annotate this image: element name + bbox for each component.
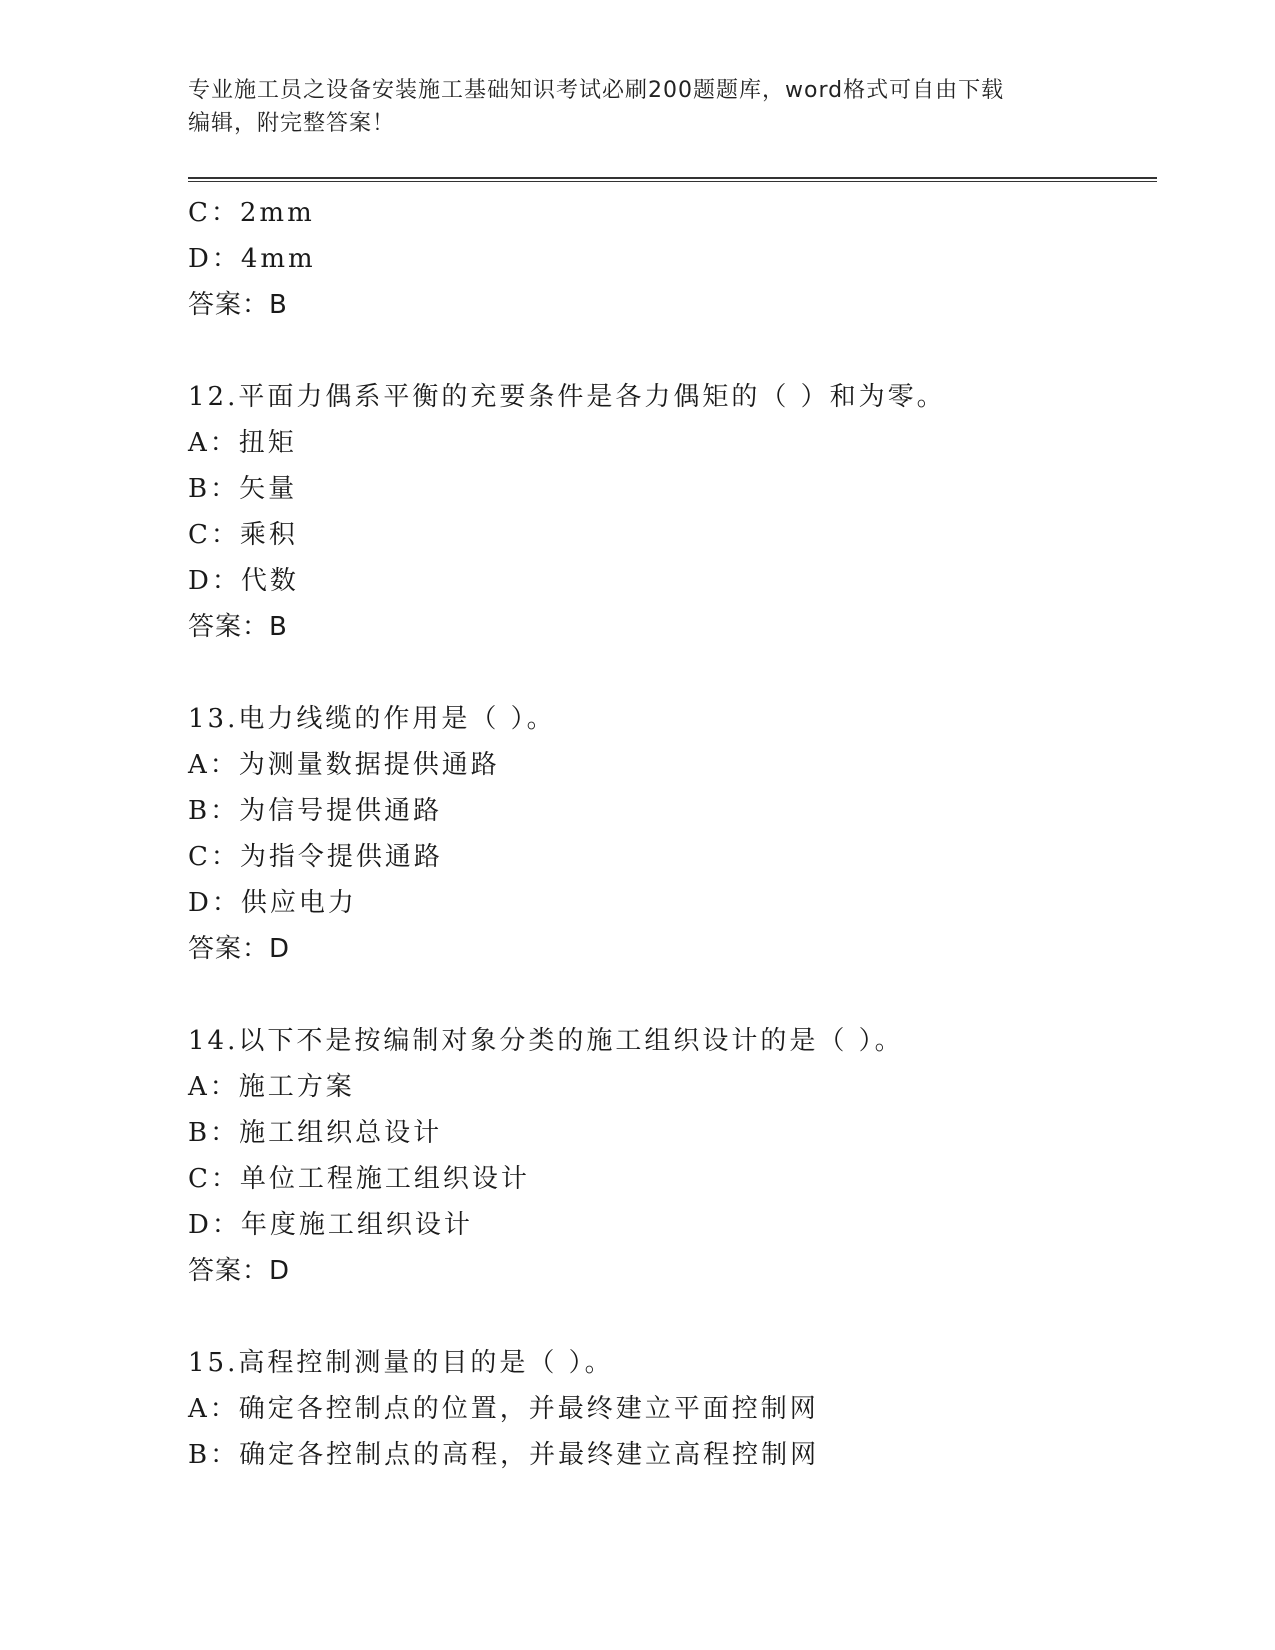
option-a: A：为测量数据提供通路 [188, 750, 500, 780]
answer-line: 答案：D [188, 934, 291, 964]
answer-line: 答案：D [188, 1256, 291, 1286]
option-c: C：2mm [188, 198, 315, 228]
question-text: 15.高程控制测量的目的是（ ）。 [188, 1348, 614, 1378]
option-d: D：4mm [188, 244, 316, 274]
option-c: C：乘积 [188, 520, 298, 550]
header-line-2: 编辑，附完整答案！ [188, 111, 396, 136]
option-a: A：施工方案 [188, 1072, 355, 1102]
question-list [188, 190, 1157, 1478]
spacer [188, 650, 1157, 696]
option-b: B：确定各控制点的高程，并最终建立高程控制网 [188, 1440, 820, 1470]
answer-line: 答案：B [188, 612, 288, 642]
option-b: B：施工组织总设计 [188, 1118, 443, 1148]
question-text: 13.电力线缆的作用是（ ）。 [188, 704, 556, 734]
answer-line: 答案：B [188, 290, 288, 320]
spacer [188, 972, 1157, 1018]
header-line-1: 专业施工员之设备安装施工基础知识考试必刷200题题库，word格式可自由下载 [188, 78, 1005, 103]
header-divider [188, 177, 1157, 182]
question-text: 12.平面力偶系平衡的充要条件是各力偶矩的（ ）和为零。 [188, 382, 946, 412]
option-c: C：为指令提供通路 [188, 842, 443, 872]
option-a: A：确定各控制点的位置，并最终建立平面控制网 [188, 1394, 819, 1424]
option-d: D：代数 [188, 566, 299, 596]
option-d: D：供应电力 [188, 888, 357, 918]
spacer [188, 328, 1157, 374]
option-c: C：单位工程施工组织设计 [188, 1164, 530, 1194]
document-header [188, 74, 1088, 140]
spacer [188, 1294, 1157, 1340]
option-b: B：矢量 [188, 474, 298, 504]
option-d: D：年度施工组织设计 [188, 1210, 473, 1240]
option-b: B：为信号提供通路 [188, 796, 443, 826]
option-a: A：扭矩 [188, 428, 297, 458]
question-text: 14.以下不是按编制对象分类的施工组织设计的是（ ）。 [188, 1026, 904, 1056]
